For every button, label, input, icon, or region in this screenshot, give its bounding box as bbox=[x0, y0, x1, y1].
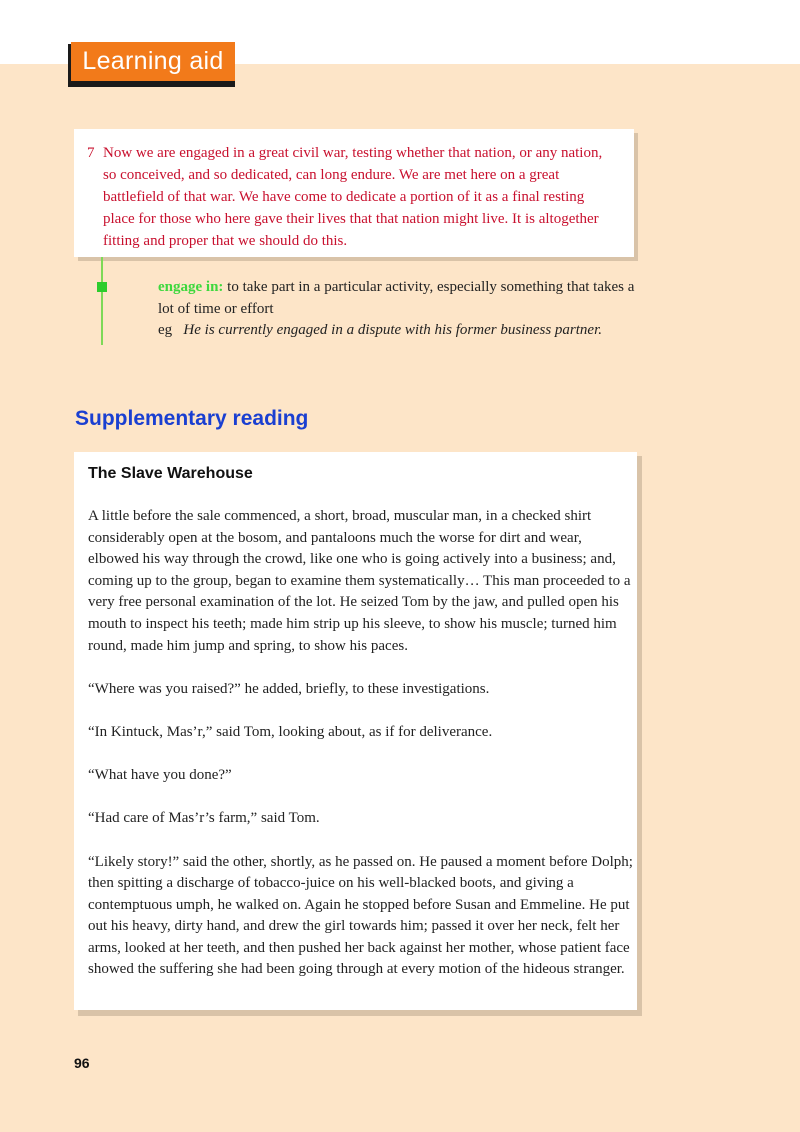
vocabulary-definition bbox=[158, 277, 638, 342]
page-number: 96 bbox=[74, 1055, 90, 1071]
definition-marker-square bbox=[97, 282, 107, 292]
example-label: eg bbox=[158, 322, 173, 338]
reading-paragraph: “What have you done?” bbox=[88, 767, 232, 784]
definition-meaning: to take part in a particular activity, especially something that takes a lot of time or effort bbox=[158, 279, 635, 317]
reading-paragraph: “Had care of Mas’r’s farm,” said Tom. bbox=[88, 810, 320, 827]
quote-number: 7 bbox=[87, 145, 95, 161]
example-sentence: He is currently engaged in a dispute with his former business partner. bbox=[183, 322, 603, 338]
supplementary-reading-heading: Supplementary reading bbox=[75, 407, 309, 430]
reading-paragraph: “In Kintuck, Mas’r,” said Tom, looking about, as if for deliverance. bbox=[88, 723, 493, 740]
definition-example-line bbox=[158, 320, 638, 342]
reading-paragraph: A little before the sale commenced, a short, broad, muscular man, in a checked shirt considerably open at the bosom, and pantaloons much the worse for dirt and wear, elbowed his way through the crowd, like one who is going actively into a business; and, coming up to the group, began to examine them systematically… This man proceeded to a very free personal examination of the lot. He seized Tom by the jaw, and pulled open his mouth to inspect his teeth; made him strip up his sleeve, to show his muscle; turned him round, made him jump and spring, to show his paces. bbox=[88, 508, 631, 654]
reading-paragraph: “Likely story!” said the other, shortly, as he passed on. He paused a moment before Dolph; then spitting a discharge of tobacco-juice on his well-blacked boots, and giving a contemptuous umph, he walked on. Again he stopped before Susan and Emmeline. He put out his heavy, dirty hand, and drew the girl towards him; passed it over her neck, felt her arms, looked at her teeth, and then pushed her back against her mother, whose patient face showed the suffering she had been going through at every motion of the hideous stranger. bbox=[88, 853, 633, 978]
definition-term: engage in: bbox=[158, 279, 224, 295]
definition-line bbox=[158, 277, 638, 320]
quote-text: Now we are engaged in a great civil war, testing whether that nation, or any nation, so conceived, and so dedicated, can long endure. We are met here on a great battlefield of that war. We have come to dedicate a portion of it as a final resting place for those who here gave their lives that that nation might live. It is altogether fitting and proper that we should do this. bbox=[103, 145, 603, 249]
learning-aid-badge: Learning aid bbox=[71, 42, 235, 81]
reading-body bbox=[88, 506, 633, 1003]
definition-connector-line bbox=[101, 257, 103, 345]
reading-paragraph: “Where was you raised?” he added, briefly, to these investigations. bbox=[88, 680, 490, 697]
reading-title: The Slave Warehouse bbox=[88, 465, 253, 482]
